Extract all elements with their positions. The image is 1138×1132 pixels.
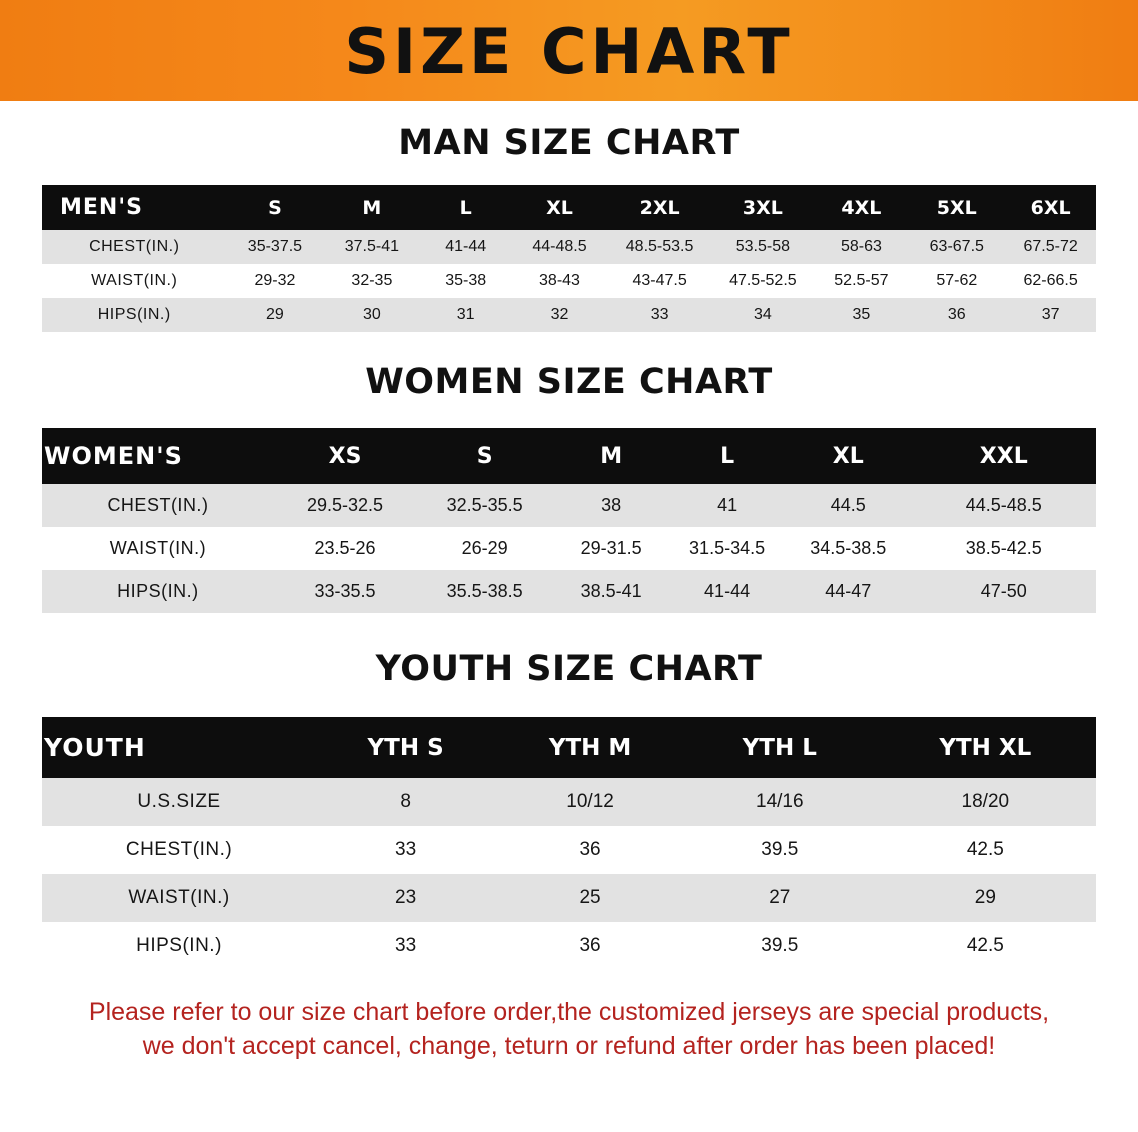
- cell: 29: [875, 874, 1096, 922]
- cell: 41-44: [420, 230, 511, 264]
- cell: 36: [495, 826, 685, 874]
- col-header: 6XL: [1005, 185, 1096, 230]
- cell: 30: [323, 298, 420, 332]
- cell: 39.5: [685, 826, 875, 874]
- cell: 34.5-38.5: [785, 527, 911, 570]
- women-size-table-wrap: [42, 428, 1096, 613]
- cell: 32.5-35.5: [416, 484, 553, 527]
- table-row: [42, 778, 1096, 826]
- col-header: 5XL: [908, 185, 1005, 230]
- cell: 23.5-26: [274, 527, 416, 570]
- row-header: WAIST(IN.): [42, 527, 274, 570]
- table-row: [42, 527, 1096, 570]
- youth-size-table: [42, 717, 1096, 970]
- cell: 47-50: [912, 570, 1096, 613]
- cell: 8: [316, 778, 495, 826]
- cell: 33: [316, 826, 495, 874]
- cell: 18/20: [875, 778, 1096, 826]
- youth-section-title: YOUTH SIZE CHART: [375, 649, 763, 689]
- cell: 27: [685, 874, 875, 922]
- table-row: [42, 484, 1096, 527]
- col-header: S: [416, 428, 553, 484]
- cell: 32-35: [323, 264, 420, 298]
- page-title: SIZE CHART: [344, 14, 794, 88]
- table-header-row: [42, 717, 1096, 778]
- footer-note-line-2: we don't accept cancel, change, teturn or refund after order has been placed!: [142, 1031, 996, 1060]
- col-header: YOUTH: [42, 717, 316, 778]
- cell: 29.5-32.5: [274, 484, 416, 527]
- cell: 38.5-41: [553, 570, 669, 613]
- cell: 47.5-52.5: [711, 264, 814, 298]
- footer-note: [40, 996, 1098, 1064]
- col-header: YTH XL: [875, 717, 1096, 778]
- cell: 35: [815, 298, 909, 332]
- row-header: HIPS(IN.): [42, 570, 274, 613]
- cell: 31.5-34.5: [669, 527, 785, 570]
- cell: 25: [495, 874, 685, 922]
- cell: 33-35.5: [274, 570, 416, 613]
- table-header-row: [42, 428, 1096, 484]
- cell: 37.5-41: [323, 230, 420, 264]
- cell: 38-43: [511, 264, 608, 298]
- cell: 14/16: [685, 778, 875, 826]
- row-header: WAIST(IN.): [42, 264, 226, 298]
- col-header: YTH M: [495, 717, 685, 778]
- cell: 39.5: [685, 922, 875, 970]
- table-row: [42, 922, 1096, 970]
- cell: 44.5-48.5: [912, 484, 1096, 527]
- table-header-row: [42, 185, 1096, 230]
- cell: 32: [511, 298, 608, 332]
- row-header: HIPS(IN.): [42, 922, 316, 970]
- cell: 29: [226, 298, 323, 332]
- cell: 35-37.5: [226, 230, 323, 264]
- row-header: CHEST(IN.): [42, 826, 316, 874]
- cell: 33: [316, 922, 495, 970]
- table-row: [42, 298, 1096, 332]
- cell: 36: [495, 922, 685, 970]
- col-header: XL: [511, 185, 608, 230]
- col-header: XL: [785, 428, 911, 484]
- women-section-title: WOMEN SIZE CHART: [365, 362, 773, 402]
- table-row: [42, 230, 1096, 264]
- youth-size-table-wrap: [42, 717, 1096, 970]
- cell: 35-38: [420, 264, 511, 298]
- cell: 31: [420, 298, 511, 332]
- cell: 62-66.5: [1005, 264, 1096, 298]
- cell: 36: [908, 298, 1005, 332]
- cell: 38: [553, 484, 669, 527]
- row-header: WAIST(IN.): [42, 874, 316, 922]
- col-header: L: [420, 185, 511, 230]
- row-header: HIPS(IN.): [42, 298, 226, 332]
- col-header: M: [553, 428, 669, 484]
- col-header: XS: [274, 428, 416, 484]
- man-size-table: [42, 185, 1096, 332]
- row-header: U.S.SIZE: [42, 778, 316, 826]
- col-header: 3XL: [711, 185, 814, 230]
- col-header: M: [323, 185, 420, 230]
- cell: 44-47: [785, 570, 911, 613]
- cell: 35.5-38.5: [416, 570, 553, 613]
- col-header: S: [226, 185, 323, 230]
- table-row: [42, 826, 1096, 874]
- table-row: [42, 264, 1096, 298]
- cell: 38.5-42.5: [912, 527, 1096, 570]
- cell: 10/12: [495, 778, 685, 826]
- col-header: YTH S: [316, 717, 495, 778]
- col-header: XXL: [912, 428, 1096, 484]
- col-header: 2XL: [608, 185, 711, 230]
- table-row: [42, 570, 1096, 613]
- col-header: YTH L: [685, 717, 875, 778]
- cell: 42.5: [875, 826, 1096, 874]
- man-section-title: MAN SIZE CHART: [398, 123, 740, 163]
- cell: 44-48.5: [511, 230, 608, 264]
- cell: 43-47.5: [608, 264, 711, 298]
- cell: 58-63: [815, 230, 909, 264]
- cell: 33: [608, 298, 711, 332]
- cell: 53.5-58: [711, 230, 814, 264]
- cell: 23: [316, 874, 495, 922]
- row-header: CHEST(IN.): [42, 484, 274, 527]
- col-header: L: [669, 428, 785, 484]
- women-size-table: [42, 428, 1096, 613]
- cell: 34: [711, 298, 814, 332]
- man-size-table-wrap: [42, 185, 1096, 332]
- cell: 52.5-57: [815, 264, 909, 298]
- cell: 37: [1005, 298, 1096, 332]
- cell: 67.5-72: [1005, 230, 1096, 264]
- col-header: WOMEN'S: [42, 428, 274, 484]
- cell: 41-44: [669, 570, 785, 613]
- row-header: CHEST(IN.): [42, 230, 226, 264]
- cell: 42.5: [875, 922, 1096, 970]
- cell: 26-29: [416, 527, 553, 570]
- cell: 48.5-53.5: [608, 230, 711, 264]
- cell: 44.5: [785, 484, 911, 527]
- cell: 29-31.5: [553, 527, 669, 570]
- cell: 29-32: [226, 264, 323, 298]
- cell: 63-67.5: [908, 230, 1005, 264]
- col-header: MEN'S: [42, 185, 226, 230]
- cell: 57-62: [908, 264, 1005, 298]
- header-banner: [0, 0, 1138, 101]
- cell: 41: [669, 484, 785, 527]
- col-header: 4XL: [815, 185, 909, 230]
- footer-note-line-1: Please refer to our size chart before order,the customized jerseys are special products,: [88, 998, 1050, 1026]
- table-row: [42, 874, 1096, 922]
